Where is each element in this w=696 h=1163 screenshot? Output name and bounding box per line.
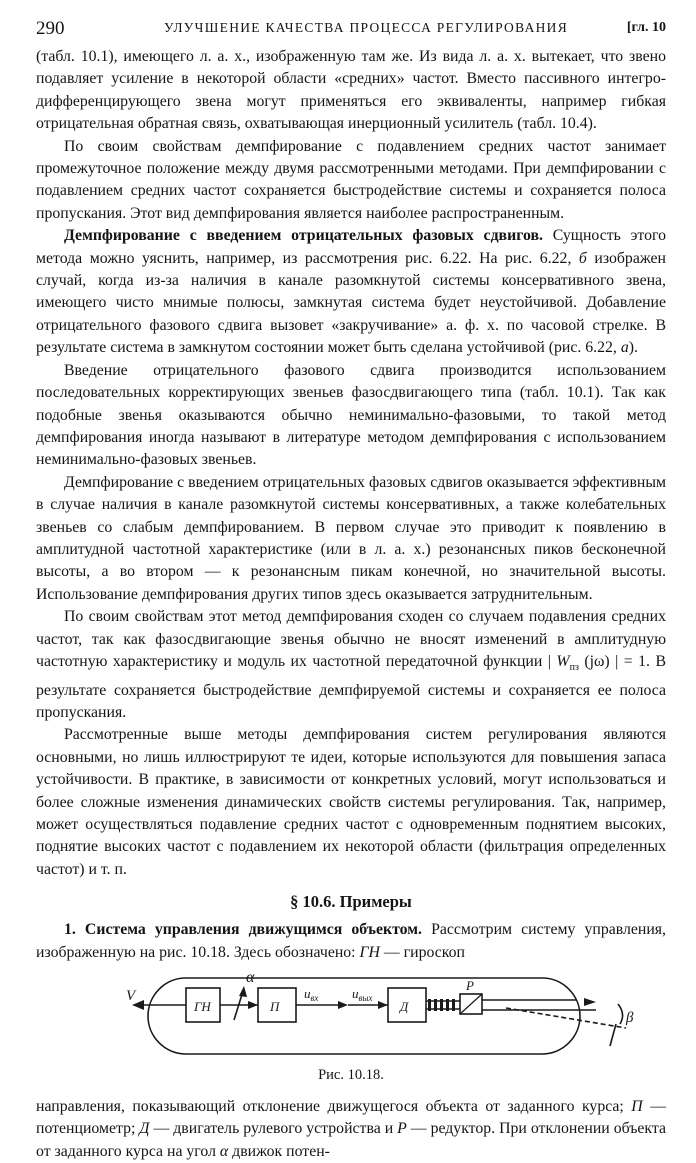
gn-label: ГН [194,999,211,1014]
page [36,18,666,1163]
final-paragraph: направления, показывающий отклонение движущегося объекта от заданного курса; П — потенциометр; Д — двигатель рулевого устройства и Р — редуктор. При отклонении объекта от заданного курса на угол α движок потен- [36,1098,667,1160]
u-out-label: $u_{вых}$ [352,986,373,1003]
r-label: Р [466,978,474,993]
d-label: Д [400,999,409,1014]
paragraph-1: (табл. 10.1), имеющего л. а. х., изображенную там же. Из вида л. а. х. вытекает, что звено подавляет усиление в некоторой области «средних» частот. Вместо пассивного интегро-дифференцирующего звена могут применяться его эквиваленты, например гибкая отрицательная обратная связь, охватывающая инерционный усилитель (табл. 10.4). [36,48,666,133]
paragraph-7: Рассмотренные выше методы демпфирования систем регулирования являются основными, но лишь иллюстрируют те идеи, которые используются для повышения запаса устойчивости. В практике, в зависимости от конкретных условий, могут использоваться и более сложные изменения динамических свойств системы регулирования. Так, например, может осуществляться подавление средних частот с одновременным поднятием высоких, поднятие высоких частот с подавлением их некоторой области (фильтрация определенных частот) и т. п. [36,726,666,878]
paragraph-6: По своим свойствам этот метод демпфирования сходен со случаем подавления средних частот, так как фазосдвигающие звенья обычно не вносят изменений в амплитудную частотную характеристику и модуль их частотной передаточной функции | $W_{пз}$ (jω) | = 1. В результате сохраняется быстродействие демпфируемой системы и сохраняется ее полоса пропускания. [36,608,666,721]
formula: W [556,652,570,670]
paragraph-4: Введение отрицательного фазового сдвига производится использованием последовательных корректирующих звеньев фазосдвигающего типа (табл. 10.1). Так как подобные звенья оказываются обычно неминимально-фазовыми, то такой метод демпфирования иногда называют в литературе методом демпфирования с использованием неминимально-фазовых звеньев. [36,361,666,469]
chapter-label: [гл. 10 [626,20,666,35]
paragraph-5: Демпфирование с введением отрицательных фазовых сдвигов оказывается эффективным в случае наличия в канале разомкнутой системы консервативных, а также колебательных звеньев со слабым демпфированием. В первом случае это приводит к появлению в амплитудной частотной характеристике (или в л. а. х.) резонансных пиков бесконечной высоты, а во втором — к резонансным пикам конечной, но значительной высоты. Использование демпфирования других типов здесь оказывается затруднительным. [36,473,666,603]
run-in-heading: Демпфирование с введением отрицательных фазовых сдвигов. [64,227,543,245]
paragraph-3: Демпфирование с введением отрицательных фазовых сдвигов. Сущность этого метода можно уяснить, например, из рассмотрения рис. 6.22. На рис. 6.22, б изображен случай, когда из-за наличия в канале разомкнутой системы консервативного звена, имеющего чисто мнимые полюсы, замкнутая система будет неустойчивой. Добавление отрицательного фазового сдвига вызовет «закручивание» а. ф. х. по часовой стрелке. В результате система в замкнутом состоянии может быть сделана устойчивой (рис. 6.22, а). [36,227,667,357]
figure-10-18 [36,966,666,1062]
running-title: УЛУЧШЕНИЕ КАЧЕСТВА ПРОЦЕССА РЕГУЛИРОВАНИЯ [164,20,569,35]
page-number: 290 [36,18,65,39]
page-header [36,18,666,46]
u-in-label: $u_{вх}$ [304,986,319,1003]
example-heading: 1. Система управления движущимся объектом. [64,921,422,939]
beta-arrow [584,998,596,1006]
example-paragraph: 1. Система управления движущимся объектом. Рассмотрим систему управления, изображенную на рис. 10.18. Здесь обозначено: ГН — гироскоп [36,921,667,961]
beta-label: β [626,1010,634,1026]
p-label: П [270,999,280,1014]
paragraph-2: По своим свойствам демпфирование с подавлением средних частот занимает промежуточное положение между двумя рассмотренными методами. При демпфировании с подавлением средних частот сохраняется быстродействие системы и сохраняется полоса пропускания. Этот вид демпфирования является наиболее распространенным. [36,137,666,222]
alpha-label: α [246,969,255,986]
velocity-label: V [126,988,136,1004]
object-hull [148,978,580,1054]
block-diagram [36,966,666,1062]
section-title: § 10.6. Примеры [290,892,412,912]
figure-caption: Рис. 10.18. [318,1067,384,1083]
